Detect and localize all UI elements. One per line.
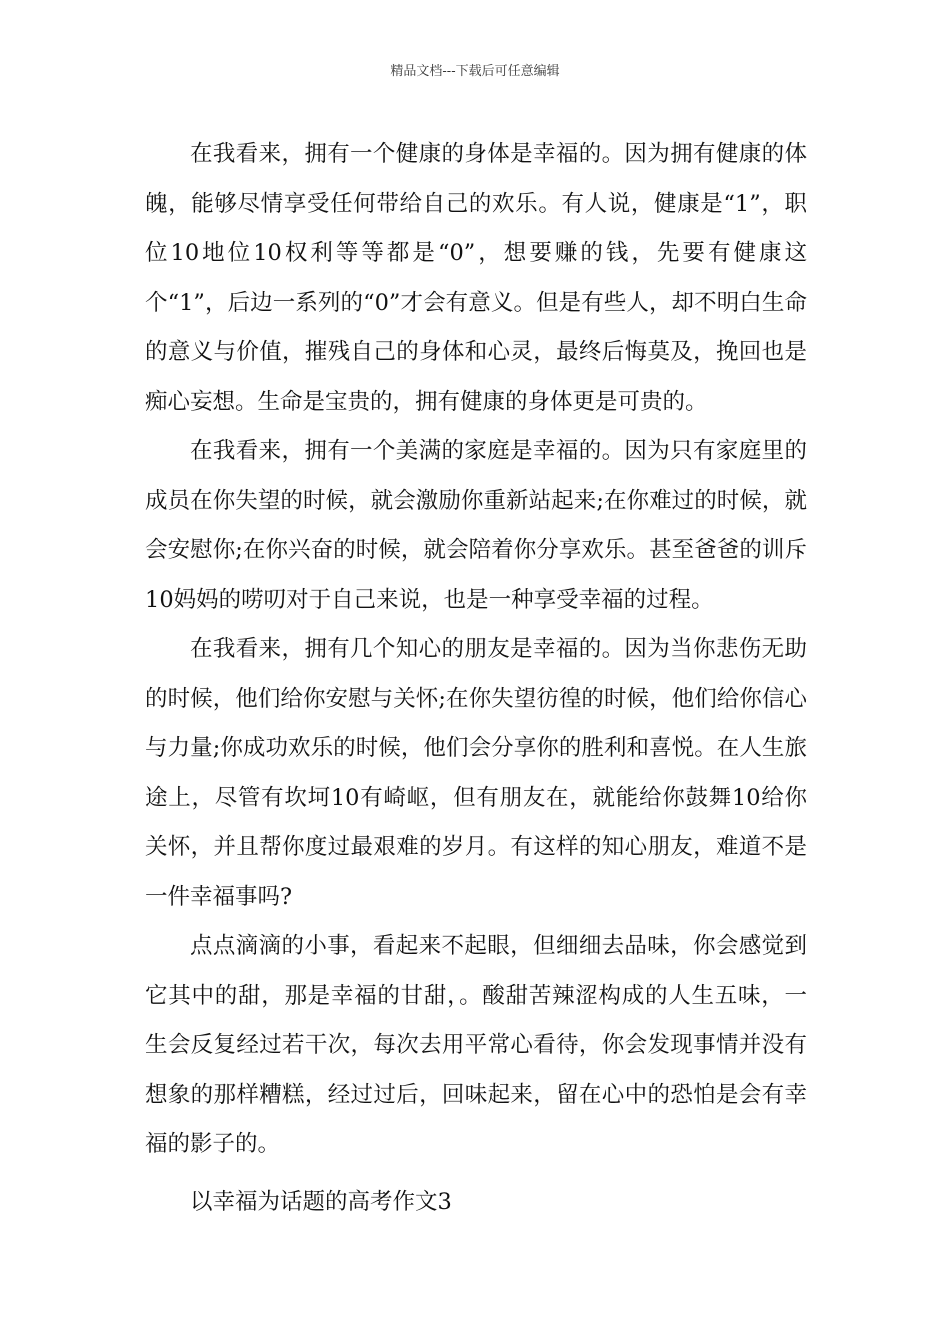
paragraph-friends: 在我看来，拥有几个知心的朋友是幸福的。因为当你悲伤无助的时候，他们给你安慰与关怀;在你失望彷徨的时候，他们给你信心与力量;你成功欢乐的时候，他们会分享你的胜利和喜悦。在人生旅途上，尽管有坎坷10有崎岖，但有朋友在，就能给你鼓舞10给你关怀，并且帮你度过最艰难的岁月。有这样的知心朋友，难道不是一件幸福事吗? bbox=[145, 636, 807, 910]
paragraph-family: 在我看来，拥有一个美满的家庭是幸福的。因为只有家庭里的成员在你失望的时候，就会激励你重新站起来;在你难过的时候，就会安慰你;在你兴奋的时候，就会陪着你分享欢乐。甚至爸爸的训斥10妈妈的唠叨对于自己来说，也是一种享受幸福的过程。 bbox=[145, 438, 807, 613]
page-header: 精品文档---下载后可任意编辑 bbox=[390, 64, 560, 79]
paragraph-health: 在我看来，拥有一个健康的身体是幸福的。因为拥有健康的体魄，能够尽情享受任何带给自己的欢乐。有人说，健康是“1”，职位10地位10权利等等都是“0”，想要赚的钱，先要有健康这个“1”，后边一系列的“0”才会有意义。但是有些人，却不明白生命的意义与价值，摧残自己的身体和心灵，最终后悔莫及，挽回也是痴心妄想。生命是宝贵的，拥有健康的身体更是可贵的。 bbox=[145, 141, 807, 415]
document-body bbox=[145, 130, 807, 1227]
section-title: 以幸福为话题的高考作文3 bbox=[190, 1188, 452, 1215]
paragraph-small-things: 点点滴滴的小事，看起来不起眼，但细细去品味，你会感觉到它其中的甜，那是幸福的甘甜，。酸甜苦辣涩构成的人生五味，一生会反复经过若干次，每次去用平常心看待，你会发现事情并没有想象的那样糟糕，经过过后，回味起来，留在心中的恐怕是会有幸福的影子的。 bbox=[145, 933, 807, 1157]
